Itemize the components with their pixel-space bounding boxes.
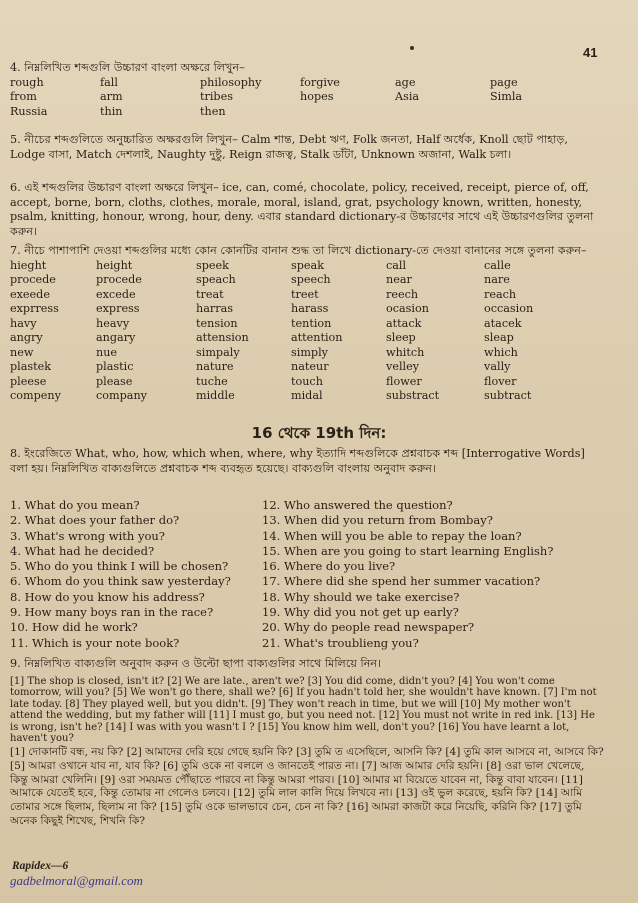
email-watermark: gadbelmoral@gmail.com bbox=[10, 873, 143, 888]
word-cell: speak bbox=[291, 258, 324, 272]
exercise-7-instruction: 7. নীচে পাশাপাশি দেওয়া শব্দগুলির মধ্যে কোন কোনটির বানান শুদ্ধ তা লিখে dictionary-তে দেওয়া বানানের সঙ্গে তুলনা করুন– bbox=[10, 244, 587, 257]
exercise-8 bbox=[10, 447, 605, 476]
exercise-5-text: 5. নীচের শব্দগুলিতে অনুচ্চারিত অক্ষরগুলি লিখুন– Calm শান্ত, Debt ঋণ, Folk জনতা, Half অর্ধেক, Knoll ছোট পাহাড়, Lodge বাসা, Match দেশলাই, Naughty দুষ্টু, Reign রাজত্ব, Stalk ডাঁটা, Unknown অজানা, Walk চলা। bbox=[10, 133, 568, 161]
question-sentence: 12. Who answered the question? bbox=[262, 498, 453, 512]
word-cell: harass bbox=[291, 302, 329, 315]
word-cell: substract bbox=[386, 389, 440, 402]
word-cell: Russia bbox=[10, 104, 48, 118]
word-cell: tension bbox=[196, 316, 238, 330]
word-cell bbox=[490, 105, 600, 120]
question-sentence: 17. Where did she spend her summer vacation? bbox=[262, 574, 541, 589]
word-cell: havy bbox=[10, 316, 37, 330]
word-cell: nateur bbox=[291, 360, 329, 373]
exercise-9-instruction: 9. নিম্নলিখিত বাক্যগুলি অনুবাদ করুন ও উল্টো ছাপা বাক্যগুলির সাথে মিলিয়ে নিন। bbox=[10, 657, 382, 670]
word-cell: forgive bbox=[300, 75, 340, 89]
word-cell: plastic bbox=[96, 360, 134, 373]
question-sentence: 6. Whom do you think saw yesterday? bbox=[10, 574, 231, 589]
word-cell: excede bbox=[96, 287, 136, 301]
question-sentence: 15. When are you going to start learning English? bbox=[262, 543, 554, 558]
word-cell: then bbox=[200, 104, 226, 118]
word-cell: age bbox=[395, 75, 416, 89]
word-cell: flover bbox=[484, 374, 517, 388]
word-cell: simpaly bbox=[196, 345, 240, 359]
word-cell: hopes bbox=[300, 90, 334, 103]
word-row bbox=[10, 288, 605, 303]
word-cell: sleap bbox=[484, 331, 514, 344]
page-number: 41 bbox=[583, 45, 598, 60]
exercise-8-sentences bbox=[10, 498, 610, 651]
word-cell: ocasion bbox=[386, 302, 429, 315]
word-cell: angary bbox=[96, 331, 136, 344]
word-cell: reech bbox=[386, 287, 419, 301]
word-cell: attack bbox=[386, 316, 422, 330]
word-cell: nue bbox=[96, 345, 118, 359]
word-cell: procede bbox=[96, 273, 142, 286]
question-sentence: 3. What's wrong with you? bbox=[10, 528, 165, 543]
word-cell: height bbox=[96, 258, 133, 272]
question-sentence: 14. When will you be able to repay the loan? bbox=[262, 528, 522, 543]
word-cell: speech bbox=[291, 273, 331, 286]
page-dot bbox=[410, 46, 414, 50]
word-cell: attention bbox=[291, 331, 343, 344]
word-cell: heavy bbox=[96, 316, 130, 330]
exercise-4 bbox=[10, 61, 605, 119]
word-cell: thin bbox=[100, 104, 123, 118]
word-cell: arm bbox=[100, 90, 123, 103]
word-row bbox=[10, 317, 605, 332]
word-cell: attension bbox=[196, 331, 249, 344]
word-row bbox=[10, 90, 605, 105]
exercise-7-spelling-table bbox=[10, 259, 605, 404]
word-cell: philosophy bbox=[200, 75, 262, 89]
word-cell: call bbox=[386, 258, 407, 272]
word-cell: procede bbox=[10, 273, 56, 286]
exercise-4-word-table bbox=[10, 76, 605, 120]
word-cell bbox=[300, 105, 395, 120]
word-cell: flower bbox=[386, 374, 422, 388]
word-row bbox=[10, 259, 605, 274]
word-cell: velley bbox=[386, 360, 420, 373]
word-cell: company bbox=[96, 389, 147, 402]
word-cell: hieght bbox=[10, 258, 47, 272]
word-cell: pleese bbox=[10, 374, 47, 388]
word-cell: calle bbox=[484, 258, 511, 272]
word-cell: plastek bbox=[10, 360, 52, 373]
word-row bbox=[10, 331, 605, 346]
word-cell: compeny bbox=[10, 389, 61, 402]
exercise-7 bbox=[10, 244, 605, 404]
word-row bbox=[10, 76, 605, 91]
word-cell: nature bbox=[196, 360, 234, 373]
word-row bbox=[10, 105, 605, 120]
word-cell: new bbox=[10, 345, 34, 359]
exercise-9-bengali: [1] দোকানটি বন্ধ, নয় কি? [2] আমাদের দেরি হয়ে গেছে হয়নি কি? [3] তুমি ত এসেছিলে, আসনি কি? [4] তুমি কাল আসবে না, আসবে কি? [5] আমরা ওখানে যাব না, যাব কি? [6] তুমি ওকে না বললে ও জানতেই পারত না। [7] আজ আমার দেরি হয়নি। [8] ওরা ভাল খেলেছে, কিন্তু আমরা খেলিনি। [9] ওরা সময়মত পৌঁছাতে পারবে না কিন্তু আমরা পারব। [10] আমার মা বিয়েতে যাবেন না, কিন্তু বাবা যাবেন। [11] আমাকে যেতেই হবে, কিন্তু তোমার না গেলেও চলবে। [12] তুমি লাল কালি দিয়ে লিখবে না। [13] ওই ভুল করেছে, হয়নি কি? [14] আমি তোমার সঙ্গে ছিলাম, ছিলাম না কি? [15] তুমি ওকে ভালভাবে চেন, চেন না কি? [16] আমরা কাজটা করে নিয়েছি, করিনি কি? [17] তুমি অনেক কিছুই শিখেছ, শিখনি কি? bbox=[10, 746, 604, 828]
book-footer: Rapidex—6 bbox=[12, 860, 69, 872]
word-cell: midal bbox=[291, 389, 323, 402]
sentences-left-column bbox=[10, 498, 262, 651]
word-cell: whitch bbox=[386, 345, 425, 359]
word-cell: angry bbox=[10, 331, 43, 344]
word-cell: reach bbox=[484, 287, 517, 301]
question-sentence: 2. What does your father do? bbox=[10, 513, 180, 528]
question-sentence: 11. Which is your note book? bbox=[10, 635, 180, 650]
word-cell: vally bbox=[484, 360, 511, 373]
question-sentence: 8. How do you know his address? bbox=[10, 589, 205, 604]
word-cell: please bbox=[96, 374, 133, 388]
word-cell: which bbox=[484, 345, 518, 359]
word-row bbox=[10, 389, 605, 404]
word-cell: exprress bbox=[10, 302, 59, 315]
word-cell: treet bbox=[291, 287, 319, 301]
day-heading: 16 থেকে 19th দিন: bbox=[251, 424, 387, 442]
word-row bbox=[10, 346, 605, 361]
question-sentence: 16. Where do you live? bbox=[262, 559, 396, 574]
question-sentence: 20. Why do people read newspaper? bbox=[262, 620, 475, 635]
question-sentence: 4. What had he decided? bbox=[10, 543, 155, 558]
question-sentence: 18. Why should we take exercise? bbox=[262, 589, 460, 604]
word-cell: tention bbox=[291, 316, 332, 330]
question-sentence: 21. What's troublieng you? bbox=[262, 635, 419, 650]
word-row bbox=[10, 273, 605, 288]
question-sentence: 5. Who do you think I will be chosen? bbox=[10, 559, 229, 574]
exercise-8-instruction: 8. ইংরেজিতে What, who, how, which when, where, why ইত্যাদি শব্দগুলিকে প্রশ্নবাচক শব্দ [Interrogative Words] বলা হয়। নিম্নলিখিত বাক্যগুলিতে প্রশ্নবাচক শব্দ ব্যবহৃত হয়েছে। বাক্যগুলি বাংলায় অনুবাদ করুন। bbox=[10, 447, 585, 475]
word-cell: nare bbox=[484, 273, 510, 286]
exercise-6 bbox=[10, 181, 605, 239]
exercise-5 bbox=[10, 133, 605, 162]
word-cell: page bbox=[490, 75, 518, 89]
word-cell: tuche bbox=[196, 374, 228, 388]
word-cell: occasion bbox=[484, 302, 534, 315]
word-cell bbox=[395, 105, 490, 120]
word-cell: atacek bbox=[484, 316, 522, 330]
word-cell: touch bbox=[291, 374, 323, 388]
question-sentence: 10. How did he work? bbox=[10, 620, 138, 635]
question-sentence: 9. How many boys ran in the race? bbox=[10, 605, 214, 620]
word-cell: express bbox=[96, 302, 140, 315]
word-cell: rough bbox=[10, 75, 44, 89]
word-cell: fall bbox=[100, 75, 118, 89]
word-cell: speek bbox=[196, 258, 229, 272]
word-cell: subtract bbox=[484, 389, 532, 402]
sentences-right-column bbox=[262, 498, 607, 651]
question-sentence: 13. When did you return from Bombay? bbox=[262, 513, 493, 528]
word-cell: harras bbox=[196, 302, 233, 315]
exercise-6-text: 6. এই শব্দগুলির উচ্চারণ বাংলা অক্ষরে লিখুন– ice, can, comé, chocolate, policy, received, receipt, pierce of, off, accept, borne, born, cloths, clothes, morale, moral, island, grat, psychology known, written, honesty, psalm, knitting, honour, wrong, hour, deny. এবার standard dictionary-র উচ্চারণের সাথে এই উচ্চারণগুলির তুলনা করুন। bbox=[10, 181, 594, 238]
question-sentence: 19. Why did you not get up early? bbox=[262, 605, 459, 620]
word-row bbox=[10, 360, 605, 375]
word-cell: sleep bbox=[386, 331, 416, 344]
word-cell: speach bbox=[196, 273, 236, 286]
word-cell: near bbox=[386, 273, 412, 286]
exercise-9 bbox=[10, 657, 605, 829]
word-cell: exeede bbox=[10, 287, 50, 301]
question-sentence: 1. What do you mean? bbox=[10, 498, 140, 512]
word-cell: middle bbox=[196, 389, 235, 402]
word-cell: treat bbox=[196, 287, 224, 301]
word-row bbox=[10, 375, 605, 390]
word-cell: Asia bbox=[395, 90, 420, 103]
word-cell: tribes bbox=[200, 90, 233, 103]
word-cell: from bbox=[10, 90, 37, 103]
exercise-4-instruction: 4. নিম্নলিখিত শব্দগুলি উচ্চারণ বাংলা অক্ষরে লিখুন– bbox=[10, 61, 245, 74]
word-cell: Simla bbox=[490, 90, 523, 103]
word-cell: simply bbox=[291, 345, 328, 359]
exercise-9-english: [1] The shop is closed, isn't it? [2] We are late., aren't we? [3] You did come, didn't you? [4] You won't come tomorrow, will you? [5] We won't go there, shall we? [6] If you hadn't told her, she wouldn't have known. [7] I'm not late today. [8] They played well, but you didn't. [9] They won't reach in time, but we will [10] My mother won't attend the wedding, but my father will [11] I must go, but you need not. [12] You must not write in red ink. [13] He is wrong, isn't he? [14] I was with you wasn't I ? [15] You know him well, don't you? [16] You have learnt a lot, haven't you? bbox=[10, 675, 597, 745]
word-row bbox=[10, 302, 605, 317]
